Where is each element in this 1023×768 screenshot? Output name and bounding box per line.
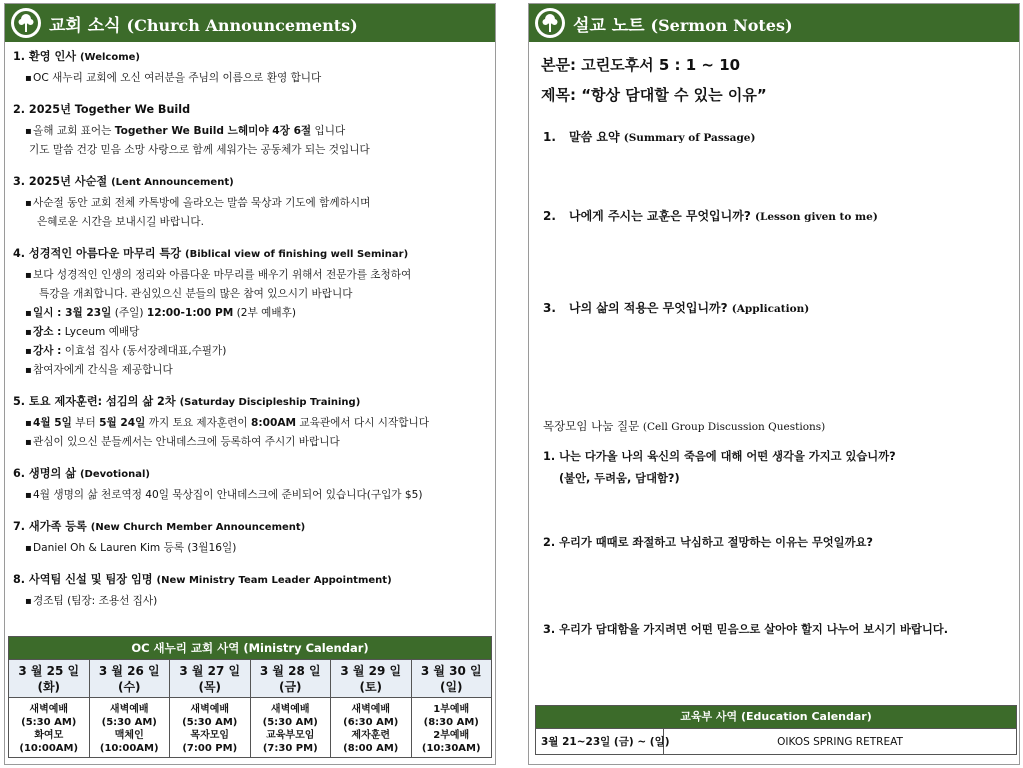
bullet-item-speaker: ▪ 강사 : 이효섭 집사 (동서장례대표,수필가): [13, 342, 495, 361]
bullet-item: ▪ Daniel Oh & Lauren Kim 등록 (3월16일): [13, 539, 495, 558]
title-english: (Church Announcements): [126, 15, 358, 35]
section-title: 8. 사역팀 신설 및 팀장 임명 (New Ministry Team Leader Appointment): [13, 573, 392, 586]
education-calendar: [535, 705, 1017, 755]
cell-group-title: 목장모임 나눔 질문 (Cell Group Discussion Questions): [543, 419, 826, 433]
calendar-activity-cell: 1부예배 (8:30 AM) 2부예배 (10:30AM): [411, 698, 492, 757]
sermon-title: 제목: “항상 담대할 수 있는 이유”: [541, 86, 767, 104]
education-calendar-title: 교육부 사역 (Education Calendar): [536, 706, 1016, 728]
section-title: 5. 토요 제자훈련: 섬김의 삶 2차 (Saturday Discipleship Training): [13, 395, 361, 408]
bullet-item: ▪ 올해 교회 표어는 Together We Build 느헤미야 4장 6절 입니다: [13, 122, 495, 141]
section-devotional: [13, 465, 495, 505]
bullet-continuation: 은혜로운 시간을 보내시길 바랍니다.: [37, 216, 204, 228]
calendar-activity-cell: 새벽예배 (6:30 AM) 제자훈련 (8:00 AM): [330, 698, 411, 757]
bullet-item: ▪ 참여자에게 간식을 제공합니다: [13, 361, 495, 380]
note-question-application: 3. 나의 삶의 적용은 무엇입니까? (Application): [543, 301, 810, 315]
church-tree-logo-icon: [535, 8, 565, 38]
note-question-summary: 1. 말씀 요약 (Summary of Passage): [543, 130, 756, 144]
education-event-date: 3월 21~23일 (금) ~ (일): [536, 729, 664, 754]
bullet-item: ▪ 4월 5일 부터 5월 24일 까지 토요 제자훈련이 8:00AM 교육관에서 다시 시작합니다: [13, 414, 495, 433]
section-title: 7. 새가족 등록 (New Church Member Announcement): [13, 520, 306, 533]
calendar-activity-row: [9, 697, 491, 757]
bullet-continuation: 특강을 개최합니다. 관심있으신 분들의 많은 참여 있으시기 바랍니다: [39, 288, 353, 300]
bullet-item: ▪ 4월 생명의 삶 천로역정 40일 묵상집이 안내데스크에 준비되어 있습니다(구입가 $5): [13, 486, 495, 505]
section-welcome: [13, 48, 495, 88]
bullet-item-location: ▪ 장소 : Lyceum 예배당: [13, 323, 495, 342]
bullet-item: ▪ 경조팀 (팀장: 조용선 집사): [13, 592, 495, 611]
calendar-date-cell: 3 월 27 일 (목): [169, 660, 250, 697]
section-title: 6. 생명의 삶 (Devotional): [13, 467, 150, 480]
section-new-member: [13, 518, 495, 558]
calendar-activity-cell: 새벽예배 (5:30 AM) 교육부모임 (7:30 PM): [250, 698, 331, 757]
bullet-item: ▪ OC 새누리 교회에 오신 여러분을 주님의 이름으로 환영 합니다: [13, 69, 495, 88]
calendar-date-cell: 3 월 29 일 (토): [330, 660, 411, 697]
scripture-passage: 본문: 고린도후서 5 : 1 ~ 10: [541, 56, 741, 74]
calendar-date-cell: 3 월 28 일 (금): [250, 660, 331, 697]
calendar-activity-cell: 새벽예배 (5:30 AM) 목자모임 (7:00 PM): [169, 698, 250, 757]
section-lent: [13, 173, 495, 232]
cell-group-question-3: 3. 우리가 담대함을 가지려면 어떤 믿음으로 살아야 할지 나누어 보시기 바랍니다.: [543, 623, 948, 636]
section-discipleship: [13, 393, 495, 452]
bullet-continuation: 기도 말씀 건강 믿음 소망 사랑으로 함께 세워가는 공동체가 되는 것입니다: [29, 144, 370, 156]
church-tree-logo-icon: [11, 8, 41, 38]
ministry-calendar: [8, 636, 492, 758]
announcements-header: [5, 4, 495, 42]
sermon-notes-header: [529, 4, 1019, 42]
announcement-list: [5, 42, 495, 611]
section-together-we-build: [13, 101, 495, 160]
calendar-date-cell: 3 월 30 일 (일): [411, 660, 492, 697]
note-question-lesson: 2. 나에게 주시는 교훈은 무엇입니까? (Lesson given to me): [543, 209, 878, 223]
sermon-notes-title: [573, 11, 793, 36]
title-korean: 교회 소식: [49, 15, 121, 36]
calendar-activity-cell: 새벽예배 (5:30 AM) 화여모 (10:00AM): [19, 704, 79, 754]
cell-group-question-1: 1. 나는 다가올 나의 육신의 죽음에 대해 어떤 생각을 가지고 있습니까? (불안, 두려움, 담대함?): [543, 450, 896, 485]
bullet-item: ▪ 관심이 있으신 분들께서는 안내데스크에 등록하여 주시기 바랍니다: [13, 433, 495, 452]
cell-group-question-2: 2. 우리가 때때로 좌절하고 낙심하고 절망하는 이유는 무엇일까요?: [543, 536, 873, 549]
education-calendar-row: [536, 728, 1016, 754]
sermon-notes-panel: [528, 3, 1020, 765]
title-korean: 설교 노트: [573, 15, 645, 36]
bullet-item-date: ▪ 일시 : 3월 23일 (주일) 12:00-1:00 PM (2부 예배후): [13, 304, 495, 323]
section-ministry-team: [13, 571, 495, 611]
calendar-date-cell: 3 월 25 일 (화): [18, 664, 80, 694]
calendar-date-cell: 3 월 26 일 (수): [89, 660, 170, 697]
section-title: 3. 2025년 사순절 (Lent Announcement): [13, 175, 234, 188]
calendar-activity-cell: 새벽예배 (5:30 AM) 맥체인 (10:00AM): [89, 698, 170, 757]
announcements-panel: [4, 3, 496, 765]
education-event-name: OIKOS SPRING RETREAT: [777, 736, 903, 748]
section-title: 2. 2025년 Together We Build: [13, 103, 191, 116]
announcements-title: [49, 11, 358, 36]
section-title: 1. 환영 인사 (Welcome): [13, 50, 140, 63]
bullet-item: ▪ 보다 성경적인 인생의 정리와 아름다운 마무리를 배우기 위해서 전문가를 초청하여: [13, 266, 495, 285]
section-seminar: [13, 245, 495, 380]
title-english: (Sermon Notes): [650, 15, 793, 35]
calendar-date-row: [9, 659, 491, 697]
ministry-calendar-title: OC 새누리 교회 사역 (Ministry Calendar): [9, 637, 491, 659]
section-title: 4. 성경적인 아름다운 마무리 특강 (Biblical view of finishing well Seminar): [13, 247, 409, 260]
bullet-item: ▪ 사순절 동안 교회 전체 카톡방에 올라오는 말씀 묵상과 기도에 함께하시며: [13, 194, 495, 213]
